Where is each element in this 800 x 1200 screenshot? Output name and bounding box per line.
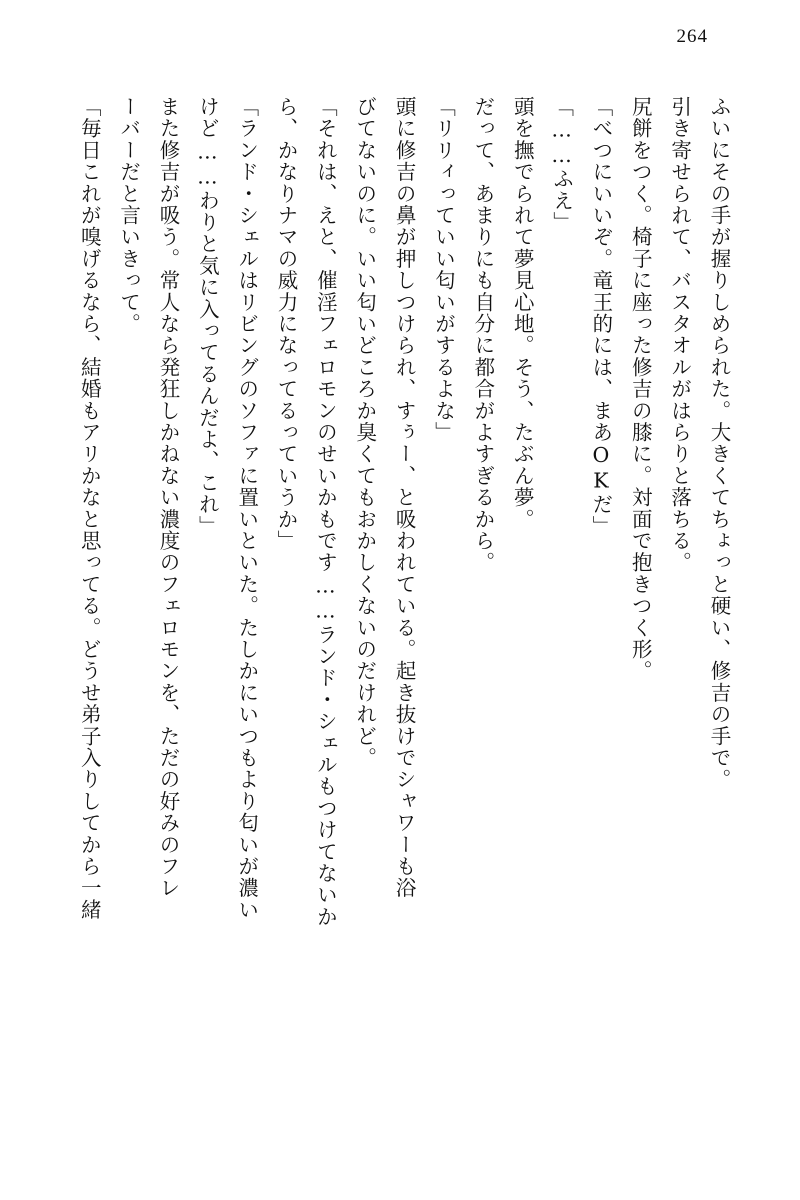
- paragraph: 尻餅をつく。椅子に座った修吉の膝に。対面で抱きつく形。: [628, 96, 653, 682]
- paragraph: びてないのに。いい匂いどころか臭くてもおかしくないのだけれど。: [352, 96, 377, 769]
- paragraph: 「毎日これが嗅げるなら、結婚もアリかなと思ってる。どうせ弟子入りしてから一緒: [77, 96, 102, 921]
- paragraph: ふいにその手が握りしめられた。大きくてちょっと硬い、修吉の手で。: [707, 96, 731, 791]
- paragraph: ら、かなりナマの威力になってるっていうか」: [274, 96, 299, 552]
- paragraph: 「それは、えと、催淫フェロモンのせいかもです……ランド・シェルもつけてないか: [313, 96, 338, 928]
- paragraph: 「リリィっていい匂いがするよな」: [431, 96, 456, 444]
- paragraph: 頭を撫でられて夢見心地。そう、たぶん夢。: [510, 96, 535, 530]
- paragraph: 頭に修吉の鼻が押しつけられ、すぅー、と吸われている。起き抜けでシャワーも浴: [392, 96, 417, 899]
- paragraph: また修吉が吸う。常人なら発狂しかねない濃度のフェロモンを、ただの好みのフレ: [155, 96, 180, 899]
- paragraph: だって、あまりにも自分に都合がよすぎるから。: [470, 96, 495, 574]
- page-number: 264: [676, 26, 708, 47]
- paragraph: 「……ふえ」: [549, 96, 574, 234]
- paragraph: ーバーだと言いきって。: [116, 96, 141, 335]
- paragraph: けど……わりと気に入ってるんだよ、これ」: [195, 96, 220, 537]
- paragraph: 「べつにいいぞ。竜王的には、まあOKだ」: [588, 96, 613, 537]
- page-body-text: [58, 96, 738, 1156]
- paragraph: 「ランド・シェルはリビングのソファに置いといた。たしかにいつもより匂いが濃い: [234, 96, 259, 921]
- paragraph: 引き寄せられて、バスタオルがはらりと落ちる。: [667, 96, 692, 574]
